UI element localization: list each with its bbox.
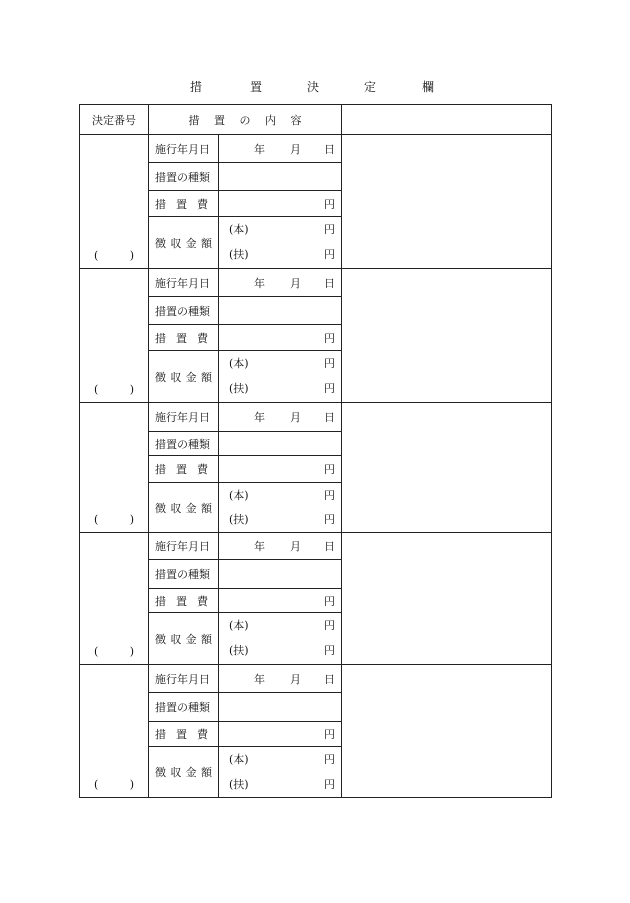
principal-field[interactable] <box>219 613 342 637</box>
entry-date-row <box>80 665 552 693</box>
cost-label <box>149 325 219 351</box>
year-unit: 年 <box>254 276 265 290</box>
collection-label-char: 徴 <box>155 632 166 646</box>
date-value <box>220 671 254 687</box>
dependent-label <box>229 380 249 396</box>
type-field[interactable] <box>219 693 342 722</box>
dependent-tag: (扶) <box>229 382 249 396</box>
principal-tag: (本) <box>229 222 249 236</box>
cost-label <box>149 722 219 747</box>
paren-close: ) <box>129 645 134 658</box>
year-unit: 年 <box>254 540 265 553</box>
date-field[interactable] <box>219 665 342 693</box>
dependent-tag: (扶) <box>229 513 249 527</box>
date-value <box>220 141 254 157</box>
remarks-cell[interactable] <box>342 135 552 269</box>
year-unit: 年 <box>254 672 265 686</box>
paren-open: ( <box>94 513 99 526</box>
principal-tag: (本) <box>229 356 249 370</box>
month-unit: 月 <box>290 276 301 290</box>
month-unit: 月 <box>290 540 301 553</box>
principal-tag: (本) <box>229 752 249 766</box>
principal-field[interactable] <box>219 747 342 771</box>
collection-label-char: 金 <box>185 632 197 646</box>
paren-open: ( <box>94 249 99 262</box>
yen-unit: 円 <box>324 618 335 632</box>
collection-label-char: 徴 <box>155 236 166 250</box>
cost-label-char: 置 <box>176 463 187 476</box>
principal-label <box>229 487 249 503</box>
principal-label <box>229 617 249 633</box>
collection-label-char: 徴 <box>155 766 166 779</box>
cost-field[interactable] <box>219 191 342 217</box>
paren-open: ( <box>94 778 99 791</box>
decision-number-cell[interactable] <box>80 403 149 533</box>
paren-open: ( <box>94 383 99 396</box>
date-field[interactable] <box>219 403 342 432</box>
content-header <box>149 105 342 135</box>
yen-unit: 円 <box>324 777 335 791</box>
date-value <box>220 275 254 291</box>
decision-number-parens <box>94 249 134 262</box>
cost-field[interactable] <box>219 456 342 483</box>
title-char: 欄 <box>421 80 435 94</box>
collection-label-char: 金 <box>185 236 197 250</box>
collection-label-char: 金 <box>185 370 197 384</box>
remarks-cell[interactable] <box>342 269 552 403</box>
collection-label-char: 収 <box>170 766 182 779</box>
cost-label-char: 置 <box>176 594 187 608</box>
decision-table <box>79 104 552 798</box>
cost-label-char: 費 <box>197 197 208 211</box>
paren-open: ( <box>94 645 99 658</box>
entry-date-row <box>80 533 552 560</box>
content-header-char: 内 <box>265 113 276 127</box>
remarks-cell[interactable] <box>342 533 552 665</box>
dependent-field[interactable] <box>219 507 342 533</box>
cost-label-char: 措 <box>155 594 166 608</box>
cost-label-char: 費 <box>197 594 208 608</box>
principal-label <box>229 355 249 371</box>
cost-label-char: 置 <box>176 728 187 741</box>
title-char: 措 <box>189 80 203 94</box>
remarks-cell[interactable] <box>342 403 552 533</box>
collection-label-char: 徴 <box>155 501 166 515</box>
day-unit: 日 <box>324 672 335 686</box>
collection-label <box>149 483 219 533</box>
dependent-label <box>229 776 249 792</box>
principal-tag: (本) <box>229 618 249 632</box>
cost-label-char: 措 <box>155 197 166 211</box>
year-unit: 年 <box>254 142 265 156</box>
yen-unit: 円 <box>324 197 335 211</box>
entry-date-row <box>80 403 552 432</box>
date-label: 施行年月日 <box>149 665 219 693</box>
type-field[interactable] <box>219 297 342 325</box>
collection-label-char: 収 <box>170 501 182 515</box>
collection-label-char: 額 <box>200 501 212 515</box>
date-value <box>220 538 254 554</box>
cost-label-char: 置 <box>176 197 187 211</box>
date-label: 施行年月日 <box>149 403 219 432</box>
entry-date-row <box>80 269 552 297</box>
cost-label-char: 費 <box>197 331 208 345</box>
yen-unit: 円 <box>324 644 335 658</box>
year-unit: 年 <box>254 411 265 424</box>
decision-number-parens <box>94 778 134 791</box>
month-unit: 月 <box>290 672 301 686</box>
collection-label-char: 額 <box>200 632 212 646</box>
paren-close: ) <box>129 778 134 791</box>
yen-unit: 円 <box>324 594 335 608</box>
collection-label-char: 収 <box>170 370 182 384</box>
title-char: 定 <box>363 80 377 94</box>
yen-unit: 円 <box>324 728 335 741</box>
dependent-label <box>229 511 249 527</box>
collection-label <box>149 351 219 403</box>
title-char: 置 <box>249 80 263 94</box>
yen-unit: 円 <box>324 382 335 396</box>
principal-tag: (本) <box>229 488 249 502</box>
collection-label <box>149 747 219 798</box>
paren-close: ) <box>129 383 134 396</box>
day-unit: 日 <box>324 411 335 424</box>
yen-unit: 円 <box>324 513 335 527</box>
dependent-field[interactable] <box>219 771 342 798</box>
collection-label-char: 金 <box>185 501 197 515</box>
decision-number-cell[interactable] <box>80 269 149 403</box>
collection-label <box>149 217 219 269</box>
day-unit: 日 <box>324 142 335 156</box>
dependent-field[interactable] <box>219 375 342 403</box>
cost-field[interactable] <box>219 589 342 613</box>
collection-label-char: 収 <box>170 632 182 646</box>
collection-label-char: 収 <box>170 236 182 250</box>
cost-field[interactable] <box>219 722 342 747</box>
form-title <box>0 78 630 98</box>
cost-label <box>149 456 219 483</box>
collection-label-char: 徴 <box>155 370 166 384</box>
date-field[interactable] <box>219 135 342 163</box>
principal-label <box>229 751 249 767</box>
principal-label <box>229 221 249 237</box>
type-field[interactable] <box>219 163 342 191</box>
cost-label-char: 措 <box>155 331 166 345</box>
date-label: 施行年月日 <box>149 135 219 163</box>
yen-unit: 円 <box>324 248 335 262</box>
collection-label <box>149 613 219 665</box>
dependent-field[interactable] <box>219 241 342 269</box>
cost-label-char: 措 <box>155 463 166 476</box>
remarks-header <box>342 105 552 135</box>
collection-label-char: 額 <box>200 766 212 779</box>
cost-label-char: 置 <box>176 331 187 345</box>
content-header-char: 措 <box>188 113 200 127</box>
dependent-tag: (扶) <box>229 777 249 791</box>
decision-number-header: 決定番号 <box>80 105 149 135</box>
day-unit: 日 <box>324 276 335 290</box>
yen-unit: 円 <box>324 752 335 766</box>
type-label: 措置の種類 <box>149 432 219 456</box>
cost-label <box>149 191 219 217</box>
cost-label-char: 措 <box>155 728 166 741</box>
paren-close: ) <box>129 513 134 526</box>
cost-label-char: 費 <box>197 463 208 476</box>
yen-unit: 円 <box>324 356 335 370</box>
collection-label-char: 額 <box>200 236 212 250</box>
decision-number-cell[interactable] <box>80 533 149 665</box>
principal-field[interactable] <box>219 483 342 507</box>
date-field[interactable] <box>219 533 342 560</box>
cost-field[interactable] <box>219 325 342 351</box>
type-label: 措置の種類 <box>149 560 219 589</box>
type-label: 措置の種類 <box>149 693 219 722</box>
month-unit: 月 <box>290 411 301 424</box>
type-field[interactable] <box>219 560 342 589</box>
yen-unit: 円 <box>324 222 335 236</box>
yen-unit: 円 <box>324 463 335 476</box>
dependent-label <box>229 642 249 658</box>
date-label: 施行年月日 <box>149 533 219 560</box>
dependent-label <box>229 246 249 262</box>
decision-number-parens <box>94 513 134 526</box>
date-field[interactable] <box>219 269 342 297</box>
content-header-char: 容 <box>290 113 302 127</box>
decision-number-parens <box>94 383 134 396</box>
cost-label-char: 費 <box>197 728 208 741</box>
header-row <box>80 105 552 135</box>
dependent-tag: (扶) <box>229 644 249 658</box>
decision-number-cell[interactable] <box>80 665 149 798</box>
remarks-cell[interactable] <box>342 665 552 798</box>
collection-label-char: 額 <box>200 370 212 384</box>
decision-number-cell[interactable] <box>80 135 149 269</box>
yen-unit: 円 <box>324 488 335 502</box>
principal-field[interactable] <box>219 351 342 375</box>
date-label: 施行年月日 <box>149 269 219 297</box>
dependent-field[interactable] <box>219 637 342 665</box>
type-label: 措置の種類 <box>149 297 219 325</box>
paren-close: ) <box>129 249 134 262</box>
month-unit: 月 <box>290 142 301 156</box>
day-unit: 日 <box>324 540 335 553</box>
dependent-tag: (扶) <box>229 248 249 262</box>
content-header-char: の <box>239 113 251 127</box>
entry-date-row <box>80 135 552 163</box>
date-value <box>220 409 254 425</box>
collection-label-char: 金 <box>185 766 197 779</box>
type-field[interactable] <box>219 432 342 456</box>
content-header-char: 置 <box>214 113 225 127</box>
principal-field[interactable] <box>219 217 342 241</box>
cost-label <box>149 589 219 613</box>
yen-unit: 円 <box>324 331 335 345</box>
title-char: 決 <box>306 80 320 94</box>
decision-number-parens <box>94 645 134 658</box>
type-label: 措置の種類 <box>149 163 219 191</box>
